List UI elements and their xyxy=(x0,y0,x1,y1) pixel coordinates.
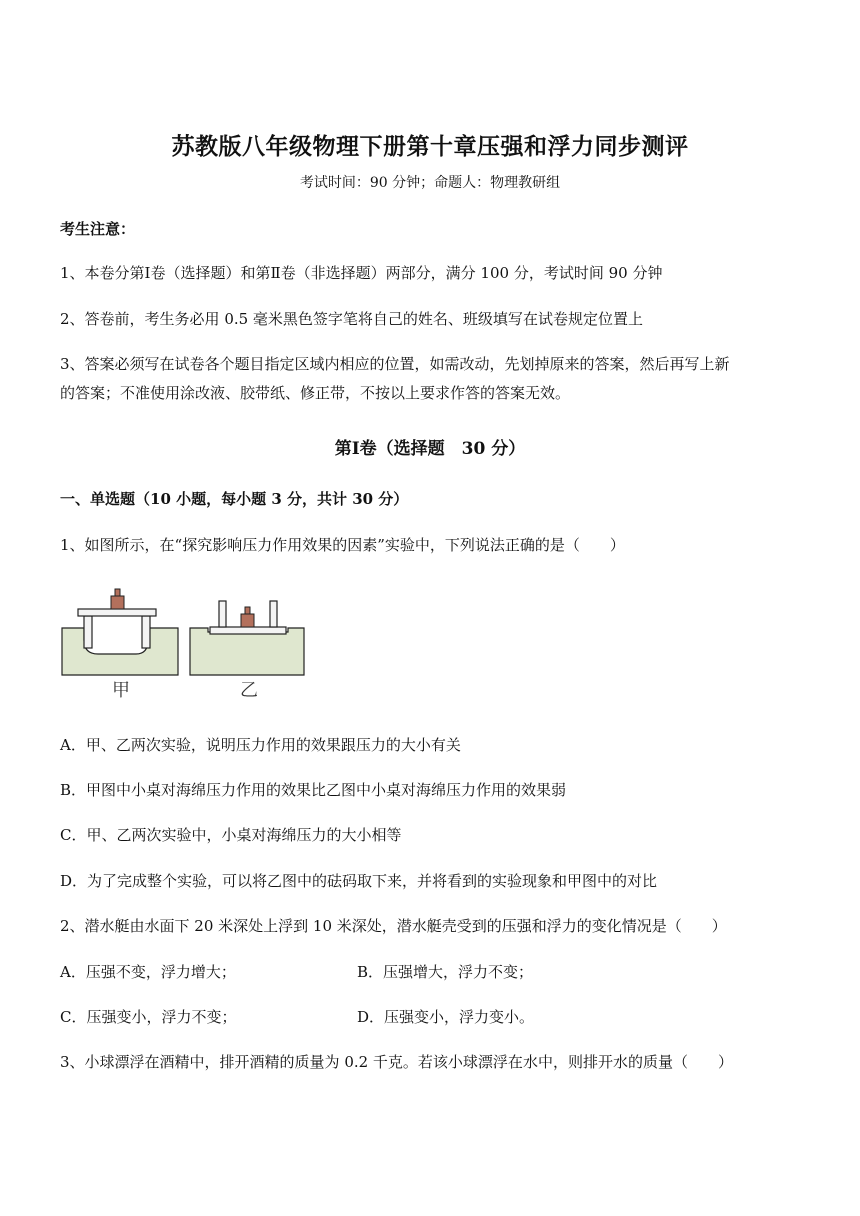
figure-label-yi: 乙 xyxy=(240,680,258,700)
table-leg-up-left xyxy=(219,601,226,627)
notice-heading: 考生注意： xyxy=(60,220,136,238)
option-b: B．压强增大，浮力不变； xyxy=(357,963,534,981)
figure-yi xyxy=(190,601,304,700)
table-top-jia xyxy=(78,609,156,616)
question-stem: 2、潜水艇由水面下 20 米深处上浮到 10 米深处，潜水艇壳受到的压强和浮力的变化情况是（ ） xyxy=(60,917,727,935)
part-title: 一、单选题（10 小题，每小题 3 分，共计 30 分） xyxy=(60,490,409,508)
page-subtitle: 考试时间：90 分钟；命题人：物理教研组 xyxy=(299,175,561,191)
sponge-yi xyxy=(190,628,304,675)
option-d: D．为了完成整个实验，可以将乙图中的砝码取下来，并将看到的实验现象和甲图中的对比 xyxy=(60,872,658,890)
notice-item: 1、本卷分第Ⅰ卷（选择题）和第Ⅱ卷（非选择题）两部分，满分 100 分，考试时间 90 分钟 xyxy=(60,264,663,282)
weight-yi xyxy=(241,614,254,627)
option-d: D．压强变小，浮力变小。 xyxy=(357,1008,535,1026)
weight-knob-jia xyxy=(115,589,120,596)
section-title: 第Ⅰ卷（选择题 30 分） xyxy=(334,439,526,459)
option-b: B．甲图中小桌对海绵压力作用的效果比乙图中小桌对海绵压力作用的效果弱 xyxy=(60,781,567,799)
option-a: A．甲、乙两次实验，说明压力作用的效果跟压力的大小有关 xyxy=(60,736,461,754)
option-c: C．甲、乙两次实验中，小桌对海绵压力的大小相等 xyxy=(60,826,402,844)
notice-item-continued: 的答案；不准使用涂改液、胶带纸、修正带，不按以上要求作答的答案无效。 xyxy=(60,384,571,402)
notice-item: 2、答卷前，考生务必用 0.5 毫米黑色签字笔将自己的姓名、班级填写在试卷规定位置上 xyxy=(60,310,643,328)
page-title: 苏教版八年级物理下册第十章压强和浮力同步测评 xyxy=(171,133,689,160)
table-top-yi xyxy=(210,627,286,634)
question-stem: 1、如图所示，在“探究影响压力作用效果的因素”实验中，下列说法正确的是（ ） xyxy=(60,536,625,554)
figure-jia xyxy=(62,589,178,700)
table-leg-up-right xyxy=(270,601,277,627)
weight-jia xyxy=(111,596,124,609)
option-a: A．压强不变，浮力增大； xyxy=(60,963,236,981)
question-stem: 3、小球漂浮在酒精中，排开酒精的质量为 0.2 千克。若该小球漂浮在水中，则排开水的质量（ ） xyxy=(60,1053,733,1071)
notice-item: 3、答案必须写在试卷各个题目指定区域内相应的位置，如需改动，先划掉原来的答案，然后再写上新 xyxy=(60,355,730,373)
table-leg-left xyxy=(84,616,92,648)
figure-label-jia: 甲 xyxy=(112,680,130,700)
table-leg-right xyxy=(142,616,150,648)
sponge-jia xyxy=(62,628,178,675)
option-c: C．压强变小，浮力不变； xyxy=(60,1008,237,1026)
weight-knob-yi xyxy=(245,607,250,614)
pressure-experiment-figure xyxy=(58,580,308,700)
